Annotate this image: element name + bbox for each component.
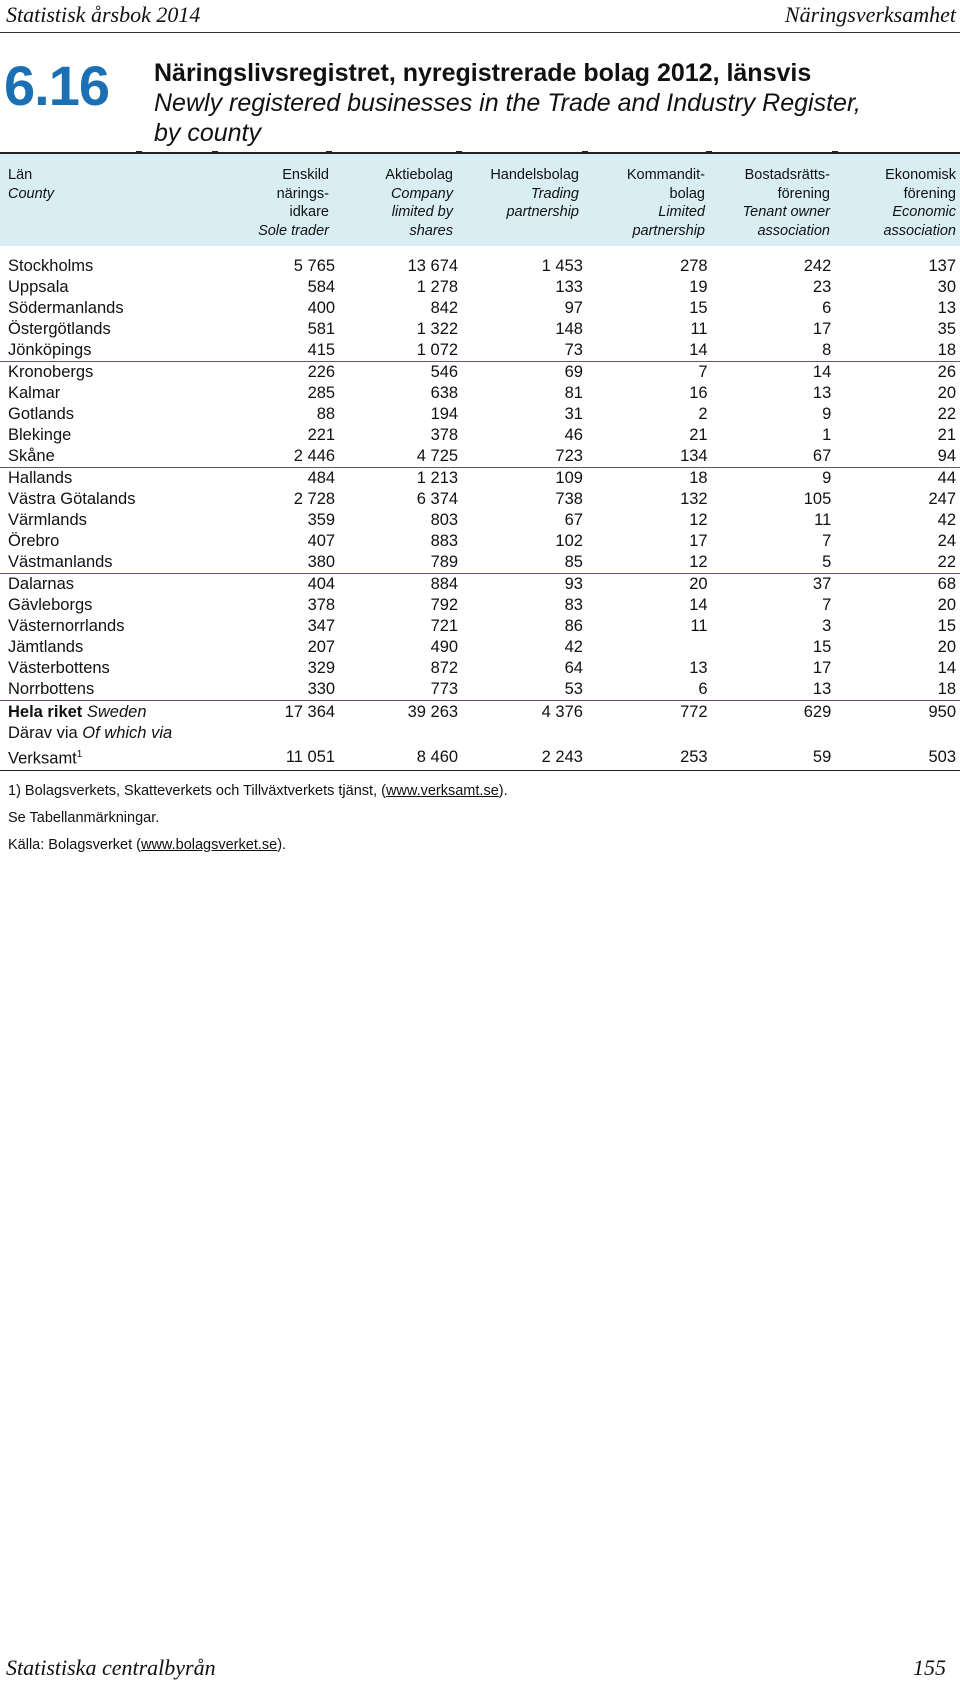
table-row (0, 595, 960, 616)
total-label: Hela riket Sweden (0, 701, 237, 724)
value-cell: 18 (583, 468, 708, 490)
value-cell: 14 (689, 341, 708, 359)
county-cell: Gotlands (8, 405, 75, 423)
of-which-label-row (0, 723, 960, 744)
value-cell: 330 (307, 680, 336, 698)
value-cell: 6 (698, 680, 708, 698)
value-cell: 329 (307, 659, 336, 677)
value-cell: 20 (937, 384, 956, 402)
value-cell: 64 (564, 659, 583, 677)
table-row (0, 277, 960, 298)
value-cell: 400 (307, 299, 336, 317)
county-cell: Skåne (8, 447, 55, 465)
value-cell: 69 (458, 362, 583, 384)
value-cell: 30 (937, 278, 956, 296)
table-row (0, 256, 960, 277)
of-which-cell: 2 243 (458, 744, 583, 771)
value-cell: 42 (937, 511, 956, 529)
table-row (0, 404, 960, 425)
table-row (0, 679, 960, 701)
header-company: Aktiebolag Company limited by shares (385, 167, 453, 239)
value-cell: 1 213 (335, 468, 458, 490)
value-cell: 16 (689, 384, 708, 402)
table-row (0, 637, 960, 658)
county-cell: Västmanlands (8, 553, 113, 571)
value-cell: 19 (689, 278, 708, 296)
value-cell: 638 (430, 384, 459, 402)
value-cell: 26 (831, 362, 960, 384)
value-cell: 221 (307, 426, 336, 444)
value-cell: 21 (689, 426, 708, 444)
value-cell: 14 (708, 362, 832, 384)
value-cell: 546 (335, 362, 458, 384)
table-row (0, 616, 960, 637)
value-cell: 22 (937, 405, 956, 423)
value-cell: 46 (564, 426, 583, 444)
value-cell: 88 (316, 405, 336, 423)
value-cell: 738 (555, 490, 583, 508)
table-row (0, 446, 960, 468)
value-cell: 4 725 (416, 447, 459, 465)
value-cell: 842 (430, 299, 459, 317)
header-county: Län County (8, 167, 54, 202)
value-cell: 15 (689, 299, 708, 317)
value-cell: 22 (937, 553, 956, 571)
value-cell: 31 (564, 405, 583, 423)
value-cell: 207 (307, 638, 336, 656)
value-cell: 148 (555, 320, 583, 338)
value-cell: 15 (937, 617, 956, 635)
value-cell: 93 (458, 574, 583, 596)
table-row (0, 468, 960, 490)
county-cell: Hallands (0, 468, 237, 490)
value-cell: 18 (937, 341, 956, 359)
value-cell: 803 (430, 511, 459, 529)
value-cell: 7 (583, 362, 708, 384)
table-row (0, 489, 960, 510)
value-cell: 102 (555, 532, 583, 550)
county-cell: Dalarnas (0, 574, 237, 596)
value-cell: 8 (822, 341, 832, 359)
county-cell: Kalmar (8, 384, 61, 402)
source-note: Källa: Bolagsverket (www.bolagsverket.se). (8, 837, 287, 853)
value-cell: 11 (814, 511, 832, 529)
table-row (0, 298, 960, 319)
title-english-line1: Newly registered businesses in the Trade and Industry Register, (154, 89, 861, 117)
value-cell: 407 (307, 532, 336, 550)
footnotes (8, 778, 508, 859)
table-row (0, 574, 960, 596)
value-cell: 490 (430, 638, 459, 656)
running-head (0, 0, 960, 30)
value-cell: 20 (937, 596, 956, 614)
value-cell: 7 (822, 596, 832, 614)
total-cell: 39 263 (335, 701, 458, 724)
page-footer (0, 1655, 960, 1685)
value-cell: 404 (237, 574, 335, 596)
value-cell: 137 (928, 257, 956, 275)
value-cell: 378 (430, 426, 459, 444)
value-cell: 2 446 (293, 447, 336, 465)
bolagsverket-link[interactable]: www.bolagsverket.se (140, 837, 278, 853)
county-cell: Örebro (8, 532, 60, 550)
county-cell: Västra Götalands (8, 490, 136, 508)
value-cell: 13 (689, 659, 708, 677)
table-row (0, 319, 960, 340)
value-cell: 94 (937, 447, 956, 465)
page-number: 155 (913, 1655, 946, 1680)
value-cell: 12 (689, 511, 708, 529)
value-cell (583, 637, 708, 658)
value-cell: 1 072 (416, 341, 459, 359)
header-rule (0, 32, 960, 33)
value-cell: 81 (564, 384, 583, 402)
value-cell: 773 (430, 680, 459, 698)
value-cell: 872 (430, 659, 459, 677)
value-cell: 5 765 (293, 257, 336, 275)
value-cell: 6 (822, 299, 832, 317)
value-cell: 14 (937, 659, 956, 677)
value-cell: 792 (430, 596, 459, 614)
total-cell: 4 376 (458, 701, 583, 724)
value-cell: 109 (458, 468, 583, 490)
value-cell: 484 (237, 468, 335, 490)
value-cell: 721 (430, 617, 459, 635)
of-which-cell: 59 (708, 744, 832, 771)
county-cell: Kronobergs (0, 362, 237, 384)
verksamt-label: Verksamt$^1$ (0, 744, 237, 771)
of-which-cell: 8 460 (335, 744, 458, 771)
footnote-table-notes: Se Tabellanmärkningar. (8, 810, 160, 826)
table-row (0, 383, 960, 404)
column-header-band (0, 152, 960, 246)
publisher: Statistiska centralbyrån (6, 1655, 216, 1680)
value-cell: 247 (928, 490, 956, 508)
value-cell: 584 (307, 278, 336, 296)
value-cell: 53 (564, 680, 583, 698)
header-trading-partnership: Handelsbolag Trading partnership (490, 167, 579, 220)
value-cell: 134 (680, 447, 708, 465)
total-cell: 950 (831, 701, 960, 724)
value-cell: 9 (708, 468, 832, 490)
header-economic-association: Ekonomisk förening Economic association (883, 167, 956, 239)
value-cell: 194 (430, 405, 459, 423)
county-cell: Värmlands (8, 511, 87, 529)
total-cell: 17 364 (237, 701, 335, 724)
table-number: 6.16 (4, 54, 109, 117)
value-cell: 133 (555, 278, 583, 296)
value-cell: 13 (812, 384, 832, 402)
county-cell: Gävleborgs (8, 596, 93, 614)
value-cell: 35 (937, 320, 956, 338)
county-cell: Norrbottens (8, 680, 95, 698)
value-cell: 884 (335, 574, 458, 596)
table-row (0, 362, 960, 384)
county-cell: Jämtlands (8, 638, 84, 656)
value-cell: 883 (430, 532, 459, 550)
value-cell: 14 (689, 596, 708, 614)
value-cell: 13 (812, 680, 832, 698)
value-cell: 21 (937, 426, 956, 444)
value-cell: 17 (812, 659, 832, 677)
value-cell: 2 (698, 405, 708, 423)
value-cell: 11 (690, 617, 708, 635)
value-cell: 789 (430, 553, 459, 571)
value-cell: 12 (689, 553, 708, 571)
value-cell: 73 (564, 341, 583, 359)
table-title (154, 58, 944, 148)
county-cell: Blekinge (8, 426, 72, 444)
total-row (0, 701, 960, 724)
value-cell: 24 (937, 532, 956, 550)
value-cell: 17 (812, 320, 832, 338)
value-cell: 1 322 (416, 320, 459, 338)
value-cell: 380 (307, 553, 336, 571)
header-limited-partnership: Kommandit- bolag Limited partnership (626, 167, 705, 239)
table-row (0, 510, 960, 531)
table-row (0, 658, 960, 679)
value-cell: 581 (307, 320, 336, 338)
value-cell: 13 (937, 299, 956, 317)
value-cell: 85 (564, 553, 583, 571)
chapter-title: Näringsverksamhet (784, 2, 956, 27)
value-cell: 83 (564, 596, 583, 614)
total-cell: 629 (708, 701, 832, 724)
title-swedish: Näringslivsregistret, nyregistrerade bolag 2012, länsvis (154, 59, 812, 87)
value-cell: 6 374 (416, 490, 459, 508)
value-cell: 68 (831, 574, 960, 596)
header-tenant-owner: Bostadsrätts- förening Tenant owner association (742, 167, 830, 239)
value-cell: 105 (803, 490, 832, 508)
value-cell: 242 (803, 257, 832, 275)
county-cell: Östergötlands (8, 320, 111, 338)
value-cell: 7 (822, 532, 832, 550)
value-cell: 226 (237, 362, 335, 384)
value-cell: 359 (307, 511, 336, 529)
of-which-cell: 253 (583, 744, 708, 771)
value-cell: 3 (822, 617, 832, 635)
table-row (0, 531, 960, 552)
value-cell: 67 (812, 447, 832, 465)
data-table (0, 256, 960, 771)
value-cell: 278 (680, 257, 708, 275)
value-cell: 378 (307, 596, 336, 614)
value-cell: 1 (822, 426, 832, 444)
verksamt-link[interactable]: www.verksamt.se (385, 783, 499, 799)
value-cell: 11 (690, 320, 708, 338)
table-row (0, 425, 960, 446)
value-cell: 18 (937, 680, 956, 698)
value-cell: 9 (822, 405, 832, 423)
county-cell: Jönköpings (8, 341, 92, 359)
value-cell: 23 (812, 278, 832, 296)
county-cell: Stockholms (8, 257, 94, 275)
county-cell: Västerbottens (8, 659, 110, 677)
county-cell: Västernorrlands (8, 617, 125, 635)
of-which-row (0, 744, 960, 771)
title-english-line2: by county (154, 119, 262, 147)
value-cell: 5 (822, 553, 832, 571)
value-cell: 1 278 (416, 278, 459, 296)
of-which-label: Därav via Of which via (8, 724, 173, 742)
total-cell: 772 (583, 701, 708, 724)
yearbook-title: Statistisk årsbok 2014 (6, 2, 201, 27)
value-cell: 37 (708, 574, 832, 596)
value-cell: 97 (564, 299, 583, 317)
value-cell: 347 (307, 617, 336, 635)
of-which-cell: 503 (831, 744, 960, 771)
value-cell: 723 (555, 447, 583, 465)
footnote-1: 1) Bolagsverkets, Skatteverkets och Tillväxtverkets tjänst, (www.verksamt.se). (8, 783, 508, 799)
table-row (0, 340, 960, 362)
value-cell: 15 (812, 638, 832, 656)
county-cell: Södermanlands (8, 299, 124, 317)
value-cell: 2 728 (293, 490, 336, 508)
header-sole-trader: Enskild närings- idkare Sole trader (258, 167, 329, 239)
value-cell: 20 (583, 574, 708, 596)
value-cell: 1 453 (541, 257, 583, 275)
table-body (0, 256, 960, 771)
value-cell: 132 (680, 490, 708, 508)
value-cell: 13 674 (407, 257, 459, 275)
value-cell: 67 (564, 511, 583, 529)
table-row (0, 552, 960, 574)
value-cell: 42 (564, 638, 583, 656)
county-cell: Uppsala (8, 278, 69, 296)
value-cell: 17 (689, 532, 708, 550)
value-cell: 44 (831, 468, 960, 490)
value-cell: 20 (937, 638, 956, 656)
of-which-cell: 11 051 (237, 744, 335, 771)
value-cell: 86 (564, 617, 583, 635)
value-cell: 285 (307, 384, 336, 402)
value-cell: 415 (307, 341, 336, 359)
